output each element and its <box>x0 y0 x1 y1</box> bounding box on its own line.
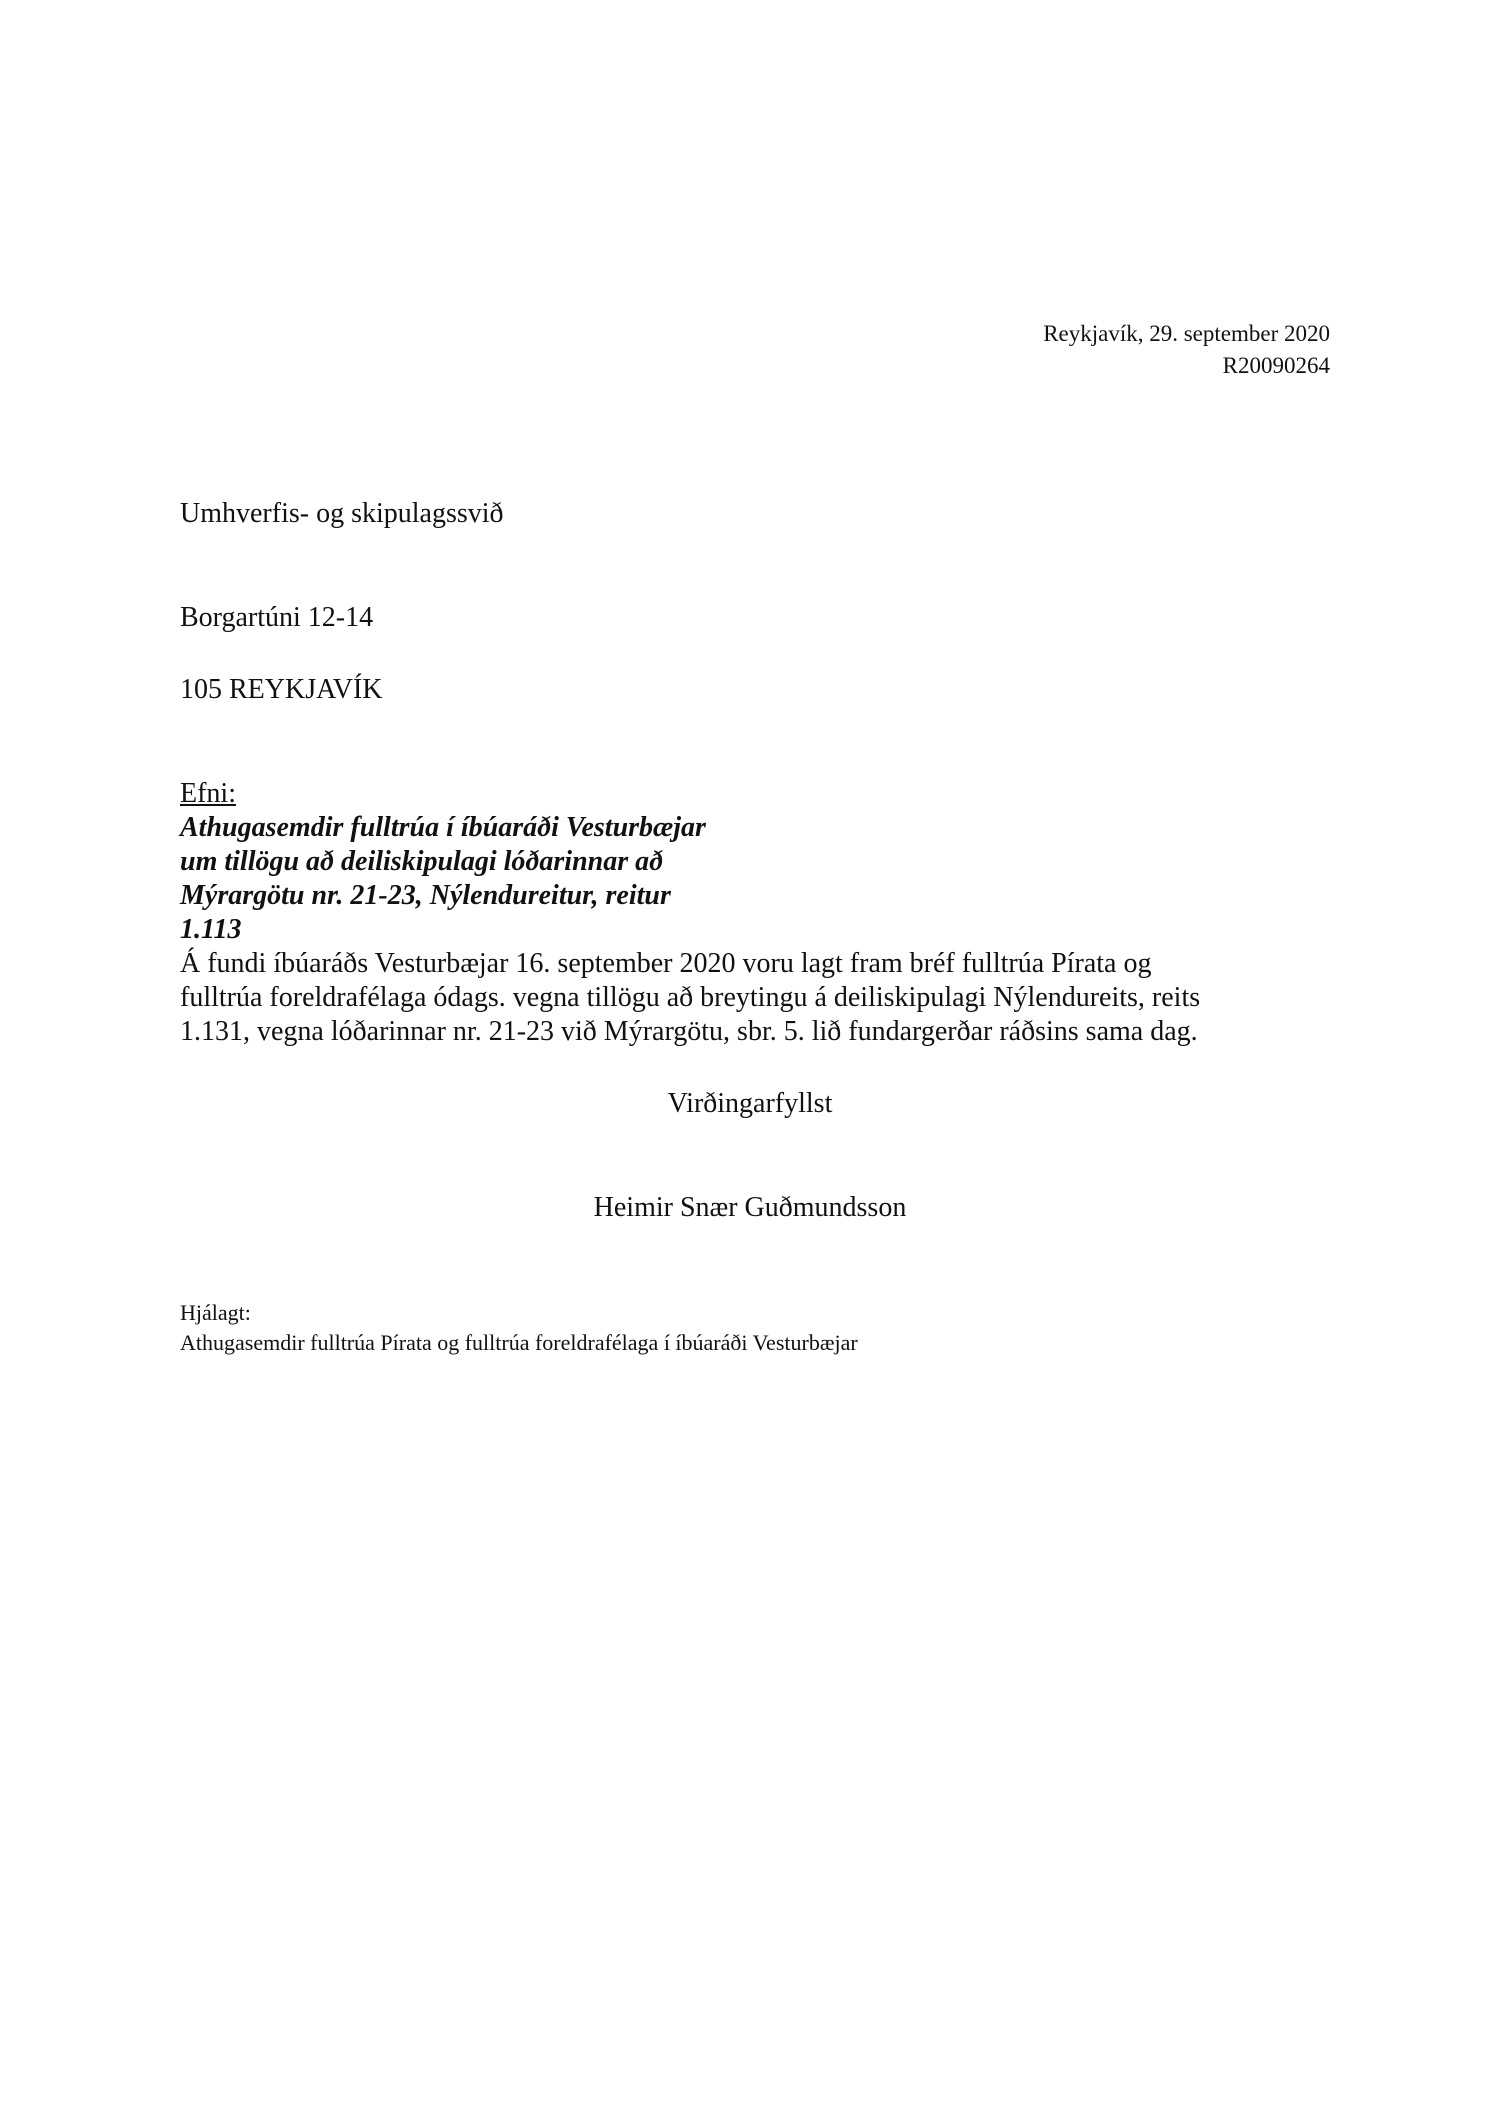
subject-title-line: 1.113 <box>180 914 242 945</box>
subject-title <box>180 811 1340 947</box>
attachments-section <box>180 1298 858 1358</box>
subject-title-line: Athugasemdir fulltrúa í íbúaráði Vesturbæjar <box>180 812 706 843</box>
attachments-label: Hjálagt: <box>180 1300 251 1325</box>
closing-salutation: Virðingarfyllst <box>667 1088 833 1119</box>
date-line: Reykjavík, 29. september 2020 <box>1043 321 1330 346</box>
body-line: fulltrúa foreldrafélaga ódags. vegna tillögu að breytingu á deiliskipulagi Nýlendureits, reits <box>180 982 1201 1013</box>
letter-header <box>1043 318 1330 382</box>
subject-section <box>180 777 1340 1049</box>
body-paragraph <box>180 947 1340 1049</box>
subject-label: Efni: <box>180 778 236 809</box>
recipient-street: Borgartúni 12-14 <box>180 602 374 633</box>
body-line: 1.131, vegna lóðarinnar nr. 21-23 við Mýrargötu, sbr. 5. lið fundargerðar ráðsins sama dag. <box>180 1016 1198 1047</box>
subject-title-line: Mýrargötu nr. 21-23, Nýlendureitur, reitur <box>180 880 671 911</box>
signer-name: Heimir Snær Guðmundsson <box>593 1192 907 1223</box>
recipient-organization: Umhverfis- og skipulagssvið <box>180 498 504 529</box>
body-line: Á fundi íbúaráðs Vesturbæjar 16. september 2020 voru lagt fram bréf fulltrúa Pírata og <box>180 948 1152 979</box>
reference-number: R20090264 <box>1222 353 1330 378</box>
attachment-item: Athugasemdir fulltrúa Pírata og fulltrúa foreldrafélaga í íbúaráði Vesturbæjar <box>180 1330 858 1355</box>
subject-title-line: um tillögu að deiliskipulagi lóðarinnar að <box>180 846 664 877</box>
recipient-city: 105 REYKJAVÍK <box>180 674 383 705</box>
